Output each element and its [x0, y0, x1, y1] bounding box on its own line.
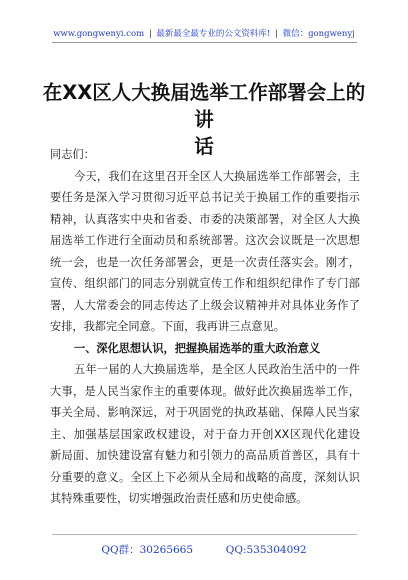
header-divider [52, 42, 357, 43]
footer-qq: QQ:535304092 [225, 544, 307, 556]
section-heading-1: 一、深化思想认识，把握换届选举的重大政治意义 [74, 341, 321, 355]
header-website-link[interactable]: www.gongwenyi.com [53, 29, 145, 39]
greeting: 同志们： [50, 148, 95, 161]
paragraph-1-line: 署，人大常委会的同志传达了上级会议精神并对具体业务作了 [50, 298, 360, 312]
footer-divider [52, 534, 357, 535]
footer-qq-group: QQ群：30265665 [101, 544, 194, 556]
paragraph-2-line: 主、加强基层国家政权建设，对于奋力开创XX区现代化建设 [50, 427, 360, 441]
title-line-1: 在XX区人大换届选举工作部署会上的讲 [42, 81, 366, 131]
paragraph-1-line: 统一会，也是一次任务部署会，更是一次责任落实会。刚才， [50, 255, 360, 269]
paragraph-1-line: 安排，我都完全同意。下面，我再讲三点意见。 [50, 320, 285, 333]
paragraph-2-line: 其特殊重要性，切实增强政治责任感和历史使命感。 [50, 492, 308, 505]
header-separator: | [275, 29, 278, 39]
paragraph-2-line: 新局面、加快建设富有魅力和引领力的高品质首善区，具有十 [50, 449, 360, 462]
paragraph-1-line: 今天，我们在这里召开全区人大换届选举工作部署会，主 [74, 169, 360, 183]
title-line-2: 话 [194, 135, 214, 158]
paragraph-2-line: 大事，是人民当家作主的重要体现。做好此次换届选举工作， [50, 384, 360, 398]
document-body [50, 144, 360, 510]
header-slogan: 最新最全最专业的公文资料库! [156, 29, 271, 39]
page-footer [0, 542, 408, 557]
paragraph-2-line: 五年一届的人大换届选举，是全区人民政治生活中的一件 [74, 363, 360, 376]
paragraph-1-line: 要任务是深入学习贯彻习近平总书记关于换届工作的重要指示 [50, 191, 360, 204]
paragraph-1-line: 宣传、组织部门的同志分别就宣传工作和组织纪律作了专门部 [50, 277, 360, 290]
header-separator: | [148, 29, 152, 39]
paragraph-2-line: 事关全局、影响深远，对于巩固党的执政基础、保障人民当家 [50, 406, 360, 419]
page-header [0, 27, 408, 39]
paragraph-1-line: 精神，认真落实中央和省委、市委的决策部署，对全区人大换 [50, 212, 360, 226]
header-wechat: 微信：gongwenyj [282, 29, 355, 39]
paragraph-2-line: 分重要的意义。全区上下必须从全局和战略的高度，深刻认识 [50, 470, 360, 484]
paragraph-1-line: 届选举工作进行全面动员和系统部署。这次会议既是一次思想 [50, 234, 360, 247]
